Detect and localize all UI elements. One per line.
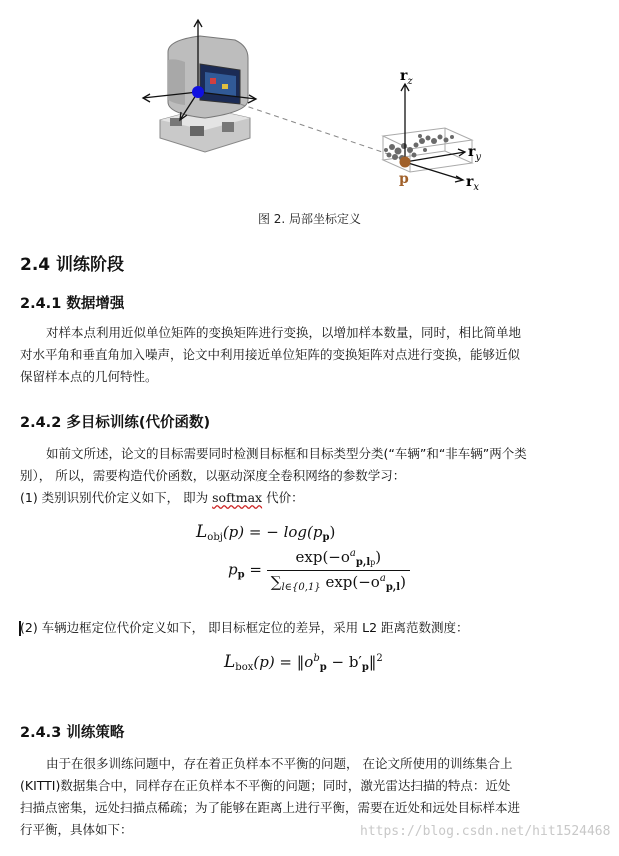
text-line: 行平衡，具体如下：: [20, 822, 133, 837]
text-line: (2) 车辆边框定位代价定义如下， 即目标框定位的差异，采用 L2 距离范数测度：: [20, 620, 469, 635]
figure-caption: 图 2. 局部坐标定义: [257, 212, 362, 226]
ry-label: $r_y$: [468, 144, 482, 163]
coordinate-figure: [0, 0, 619, 200]
fraction: $\frac{\exp(-o^a_{p,lp})}{\sum_{l\in\{0,1\}} \exp(-o^a_{p,l})}$: [267, 548, 410, 593]
section-heading-2-4-3: 2.4.3 训练策略: [20, 725, 125, 741]
point-p-dot: [400, 157, 411, 168]
lidar-sensor-image: [160, 36, 250, 152]
list-item-1: (1) 类别识别代价定义如下， 即为 softmax 代价：: [20, 490, 304, 505]
text-line: 对水平角和垂直角加入噪声，论文中利用接近单位矩阵的变换矩阵对点进行变换，能够近似: [20, 347, 521, 362]
watermark: https://blog.csdn.net/hit1524468: [360, 824, 611, 839]
p-label: p: [399, 171, 409, 187]
rz-label: $r_z$: [400, 68, 413, 87]
equation-box-loss: $L_{box}(p)$ = $‖o^b_p$ − $b'_p‖^2$: [224, 652, 383, 673]
softmax-term: softmax: [212, 490, 263, 505]
section-heading-2-4-2: 2.4.2 多目标训练(代价函数): [20, 415, 211, 431]
section-heading-2-4-1: 2.4.1 数据增强: [20, 296, 125, 312]
dashed-connection-line: [240, 104, 400, 158]
section-heading-2-4: 2.4 训练阶段: [20, 255, 125, 275]
text-line: 扫描点密集，远处扫描点稀疏；为了能够在距离上进行平衡，需要在近处和远处目标样本进: [20, 800, 521, 815]
text-line: 如前文所述，论文的目标需要同时检测目标框和目标类型分类(“车辆”和“非车辆”两个类: [46, 446, 527, 461]
text-line: (KITTI)数据集合中，同样存在正负样本不平衡的问题；同时，激光雷达扫描的特点：近处: [20, 778, 511, 793]
text-line: 保留样本点的几何特性。: [20, 369, 158, 384]
rx-label: $r_x$: [466, 174, 480, 193]
equation-obj-loss: $L_{obj}(p)$ = − $\log(p_p)$: [196, 522, 336, 543]
text-line: 由于在很多训练问题中，存在着正负样本不平衡的问题， 在论文所使用的训练集合上: [46, 756, 513, 771]
paragraph-data-augmentation: [20, 322, 606, 388]
text-line: 对样本点利用近似单位矩阵的变换矩阵进行变换，以增加样本数量，同时，相比简单地: [46, 325, 522, 340]
text-line: 别）， 所以，需要构造代价函数，以驱动深度全卷积网络的参数学习：: [20, 468, 406, 483]
paragraph-multi-target: [20, 443, 606, 509]
list-item-2: [20, 617, 606, 639]
sensor-origin-dot: [192, 86, 204, 98]
equation-softmax-probability: $p_p$ = $\frac{\exp(-o^a_{p,lp})}{\sum_{l\in\{0,1\}} \exp(-o^a_{p,l})}$: [228, 548, 410, 593]
